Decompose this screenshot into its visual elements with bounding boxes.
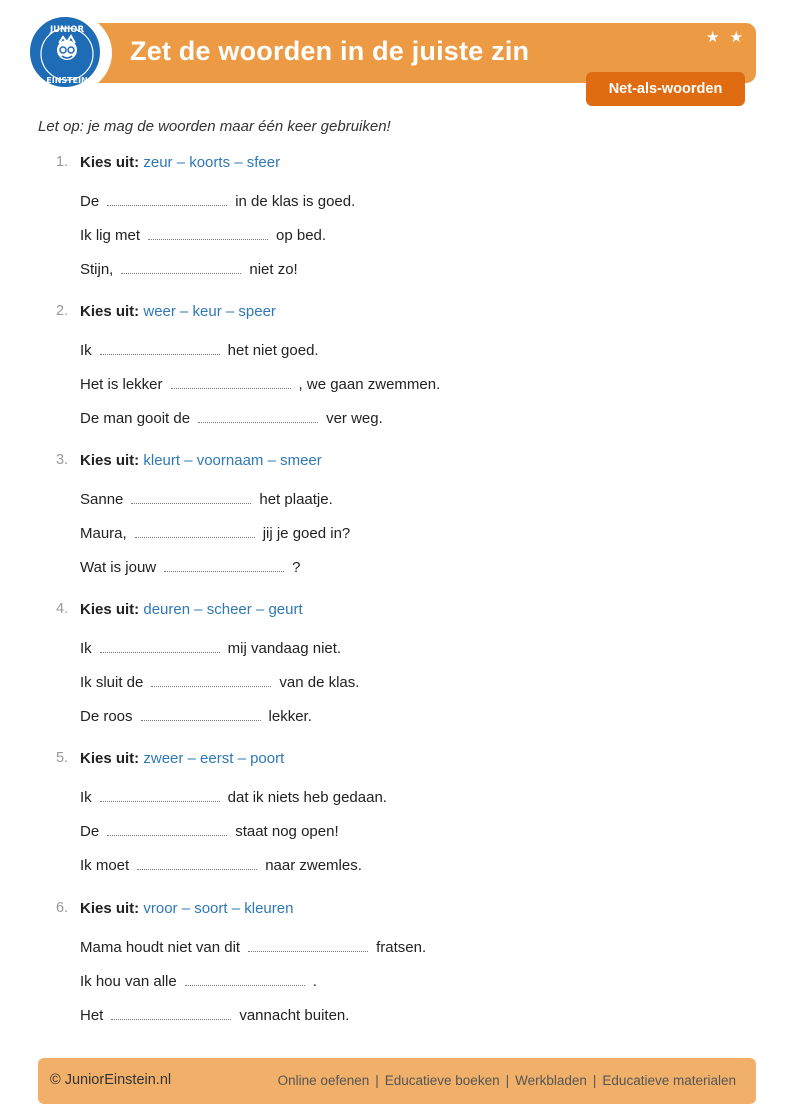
choose-label: Kies uit: bbox=[80, 601, 140, 618]
sentence-end: in de klas is goed. bbox=[235, 193, 356, 210]
sentence-end: niet zo! bbox=[249, 261, 298, 278]
sentence-end: staat nog open! bbox=[235, 823, 339, 840]
sentence-start: Stijn, bbox=[80, 261, 114, 278]
answer-blank[interactable] bbox=[121, 256, 241, 274]
answer-blank[interactable] bbox=[107, 818, 227, 836]
exercise-number: 6. bbox=[56, 900, 69, 916]
footer-link-online-oefenen[interactable]: Online oefenen bbox=[277, 1073, 370, 1088]
sentence-end: het plaatje. bbox=[259, 491, 333, 508]
sentence-start: Ik bbox=[80, 789, 92, 806]
sentence-end: het niet goed. bbox=[227, 342, 319, 359]
sentence-end: , we gaan zwemmen. bbox=[298, 376, 441, 393]
sentence bbox=[80, 669, 359, 691]
answer-blank[interactable] bbox=[100, 635, 220, 653]
sentence bbox=[80, 222, 326, 244]
sentence-start: Wat is jouw bbox=[80, 559, 157, 576]
logo-graphic bbox=[30, 17, 104, 91]
choose-label: Kies uit: bbox=[80, 154, 140, 171]
answer-blank[interactable] bbox=[185, 968, 305, 986]
junior-einstein-logo[interactable] bbox=[28, 15, 102, 89]
answer-blank[interactable] bbox=[100, 337, 220, 355]
sentence-end: . bbox=[312, 973, 317, 990]
sentence-start: De roos bbox=[80, 708, 133, 725]
answer-blank[interactable] bbox=[198, 405, 318, 423]
footer-link-educatieve-boeken[interactable]: Educatieve boeken bbox=[384, 1073, 500, 1088]
sentence bbox=[80, 818, 339, 840]
exercise-number: 5. bbox=[56, 750, 69, 766]
sentence bbox=[80, 371, 440, 393]
sentence bbox=[80, 188, 355, 210]
sentence-end: van de klas. bbox=[279, 674, 360, 691]
word-choices bbox=[80, 452, 322, 469]
sentence-start: De bbox=[80, 823, 100, 840]
word-choices bbox=[80, 601, 303, 618]
sentence bbox=[80, 337, 319, 359]
answer-blank[interactable] bbox=[171, 371, 291, 389]
word-choices bbox=[80, 750, 284, 767]
sentence-end: lekker. bbox=[268, 708, 312, 725]
sentence-start: Ik moet bbox=[80, 857, 130, 874]
sentence bbox=[80, 703, 312, 725]
word-choices bbox=[80, 900, 293, 917]
footer-separator: | bbox=[505, 1073, 510, 1088]
sentence-end: jij je goed in? bbox=[262, 525, 351, 542]
choice-words: zeur – koorts – sfeer bbox=[143, 154, 281, 171]
exercise-number: 2. bbox=[56, 303, 69, 319]
sentence-end: fratsen. bbox=[376, 939, 427, 956]
choose-label: Kies uit: bbox=[80, 303, 140, 320]
sentence bbox=[80, 784, 387, 806]
sentence-end: ver weg. bbox=[326, 410, 383, 427]
sentence-end: dat ik niets heb gedaan. bbox=[227, 789, 387, 806]
choice-words: vroor – soort – kleuren bbox=[143, 900, 294, 917]
exercise-number: 4. bbox=[56, 601, 69, 617]
page-title: Zet de woorden in de juiste zin bbox=[130, 36, 530, 66]
answer-blank[interactable] bbox=[141, 703, 261, 721]
choose-label: Kies uit: bbox=[80, 452, 140, 469]
difficulty-stars-icon: ★ ★ bbox=[705, 29, 746, 46]
choice-words: weer – keur – speer bbox=[143, 303, 276, 320]
footer-separator: | bbox=[375, 1073, 379, 1088]
footer-links bbox=[278, 1073, 736, 1088]
sentence bbox=[80, 968, 317, 990]
word-choices bbox=[80, 303, 276, 320]
sentence-start: De man gooit de bbox=[80, 410, 191, 427]
sentence bbox=[80, 256, 298, 278]
answer-blank[interactable] bbox=[100, 784, 220, 802]
choice-words: kleurt – voornaam – smeer bbox=[143, 452, 322, 469]
footer-link-educatieve-materialen[interactable]: Educatieve materialen bbox=[602, 1073, 736, 1088]
sentence-start: Ik bbox=[80, 342, 92, 359]
exercise-number: 3. bbox=[56, 452, 69, 468]
sentence-end: mij vandaag niet. bbox=[227, 640, 342, 657]
sentence-start: Ik bbox=[80, 640, 92, 657]
sentence bbox=[80, 520, 350, 542]
answer-blank[interactable] bbox=[107, 188, 227, 206]
instruction-text: Let op: je mag de woorden maar één keer gebruiken! bbox=[38, 118, 391, 135]
sentence-start: Het is lekker bbox=[80, 376, 163, 393]
choice-words: zweer – eerst – poort bbox=[143, 750, 285, 767]
logo-text-top: JUNIOR bbox=[49, 25, 85, 35]
sentence-end: vannacht buiten. bbox=[239, 1007, 350, 1024]
exercise-number: 1. bbox=[56, 154, 69, 170]
answer-blank[interactable] bbox=[148, 222, 268, 240]
sentence-start: Ik sluit de bbox=[80, 674, 144, 691]
sentence-start: Mama houdt niet van dit bbox=[80, 939, 241, 956]
answer-blank[interactable] bbox=[151, 669, 271, 687]
answer-blank[interactable] bbox=[111, 1002, 231, 1020]
footer-copyright[interactable]: © JuniorEinstein.nl bbox=[50, 1072, 172, 1088]
sentence-end: ? bbox=[292, 559, 301, 576]
sentence-start: Sanne bbox=[80, 491, 124, 508]
sentence bbox=[80, 1002, 349, 1024]
sentence bbox=[80, 635, 341, 657]
sentence bbox=[80, 852, 362, 874]
answer-blank[interactable] bbox=[164, 554, 284, 572]
sentence bbox=[80, 486, 333, 508]
answer-blank[interactable] bbox=[137, 852, 257, 870]
sentence-start: Ik lig met bbox=[80, 227, 141, 244]
answer-blank[interactable] bbox=[248, 934, 368, 952]
choice-words: deuren – scheer – geurt bbox=[143, 601, 303, 618]
answer-blank[interactable] bbox=[135, 520, 255, 538]
sentence-end: op bed. bbox=[276, 227, 327, 244]
choose-label: Kies uit: bbox=[80, 750, 140, 767]
footer-link-werkbladen[interactable]: Werkbladen bbox=[515, 1073, 587, 1088]
word-choices bbox=[80, 154, 280, 171]
footer-separator: | bbox=[592, 1073, 597, 1088]
footer bbox=[38, 1058, 756, 1104]
sentence bbox=[80, 405, 383, 427]
sentence-start: Maura, bbox=[80, 525, 127, 542]
sentence bbox=[80, 554, 300, 576]
choose-label: Kies uit: bbox=[80, 900, 140, 917]
sentence bbox=[80, 934, 426, 956]
sentence-start: Het bbox=[80, 1007, 104, 1024]
logo-text-bottom: EINSTEIN bbox=[46, 76, 88, 85]
category-badge[interactable]: Net-als-woorden bbox=[586, 72, 745, 106]
sentence-start: Ik hou van alle bbox=[80, 973, 177, 990]
sentence-end: naar zwemles. bbox=[265, 857, 362, 874]
answer-blank[interactable] bbox=[131, 486, 251, 504]
sentence-start: De bbox=[80, 193, 100, 210]
